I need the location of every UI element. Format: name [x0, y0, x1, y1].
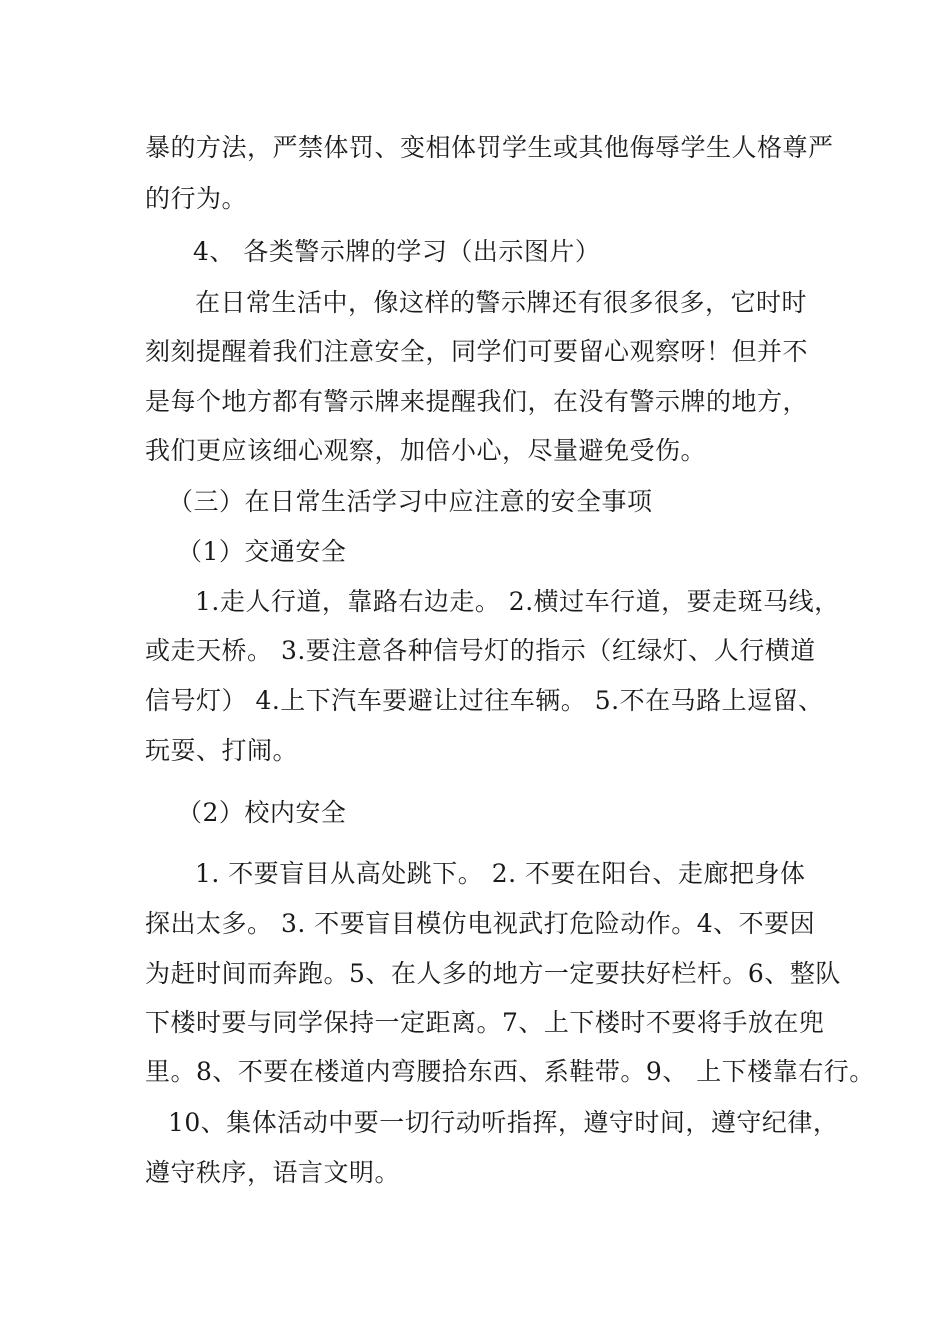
paragraph-line: 在日常生活中，像这样的警示牌还有很多很多，它时时 [195, 288, 808, 317]
paragraph-line: 遵守秩序，语言文明。 [145, 1158, 401, 1187]
section-heading: （三）在日常生活学习中应注意的安全事项 [168, 487, 653, 516]
paragraph-line: 下楼时要与同学保持一定距离。7、上下楼时不要将手放在兜 [145, 1008, 825, 1037]
paragraph-line: 探出太多。 3. 不要盲目模仿电视武打危险动作。4、不要因 [145, 909, 816, 938]
paragraph-line: 里。8、不要在楼道内弯腰拾东西、系鞋带。9、 上下楼靠右行。 [145, 1057, 875, 1086]
paragraph-line: 是每个地方都有警示牌来提醒我们，在没有警示牌的地方， [145, 387, 809, 416]
paragraph-line: 为赶时间而奔跑。5、在人多的地方一定要扶好栏杆。6、整队 [145, 959, 841, 988]
subsection-heading: （2）校内安全 [177, 798, 347, 827]
paragraph-line: 10、集体活动中要一切行动听指挥，遵守时间，遵守纪律， [168, 1108, 839, 1137]
paragraph-line: 的行为。 [145, 184, 248, 213]
paragraph-line: 信号灯） 4.上下汽车要避让过往车辆。 5.不在马路上逗留、 [145, 686, 824, 715]
paragraph-line: 1. 不要盲目从高处跳下。 2. 不要在阳台、走廊把身体 [195, 859, 806, 888]
paragraph-line: 或走天桥。 3.要注意各种信号灯的指示（红绿灯、人行横道 [145, 636, 816, 665]
subsection-heading: （1）交通安全 [177, 537, 347, 566]
paragraph-line: 暴的方法，严禁体罚、变相体罚学生或其他侮辱学生人格尊严 [145, 133, 834, 162]
paragraph-line: 我们更应该细心观察，加倍小心，尽量避免受伤。 [145, 436, 707, 465]
paragraph-line: 玩耍、打闹。 [145, 736, 299, 765]
section-heading: 4、 各类警示牌的学习（出示图片） [193, 237, 601, 266]
paragraph-line: 刻刻提醒着我们注意安全，同学们可要留心观察呀！但并不 [145, 337, 809, 366]
paragraph-line: 1.走人行道，靠路右边走。 2.横过车行道，要走斑马线， [195, 587, 840, 616]
